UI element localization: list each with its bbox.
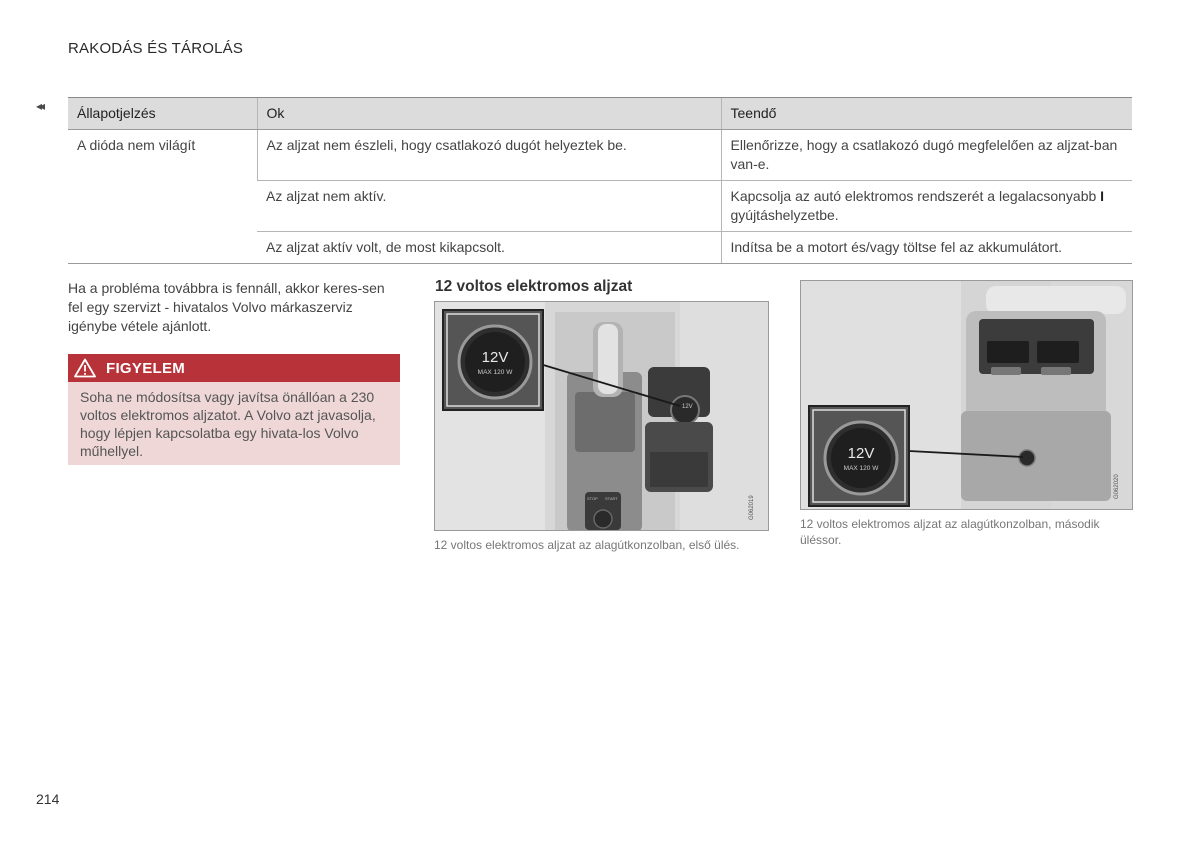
warning-title: FIGYELEM [106, 359, 186, 377]
action-text: Kapcsolja az autó elektromos rendszerét a legalacsonyabb [730, 188, 1101, 204]
cause-cell: Az aljzat aktív volt, de most kikapcsolt. [257, 232, 721, 264]
column-header-state: Állapotjelzés [68, 98, 257, 130]
socket-small-label: 12V [682, 404, 693, 410]
image-code: G062019 [749, 495, 755, 520]
advice-paragraph: Ha a probléma továbbra is fennáll, akkor keres-sen fel egy szervizt - hivatalos Volvo márkaszerviz igénybe vétele ajánlott. [68, 280, 385, 334]
warning-triangle-icon [74, 358, 96, 378]
warning-box [68, 354, 400, 465]
page-number: 214 [36, 791, 60, 807]
column-header-cause: Ok [257, 98, 721, 130]
column-header-action: Teendő [721, 98, 1132, 130]
back-arrow-icon[interactable]: ◂◂ [36, 99, 43, 113]
action-cell: Ellenőrizze, hogy a csatlakozó dugó megfelelően az aljzat-ban van-e. [721, 130, 1132, 181]
action-text: gyújtáshelyzetbe. [730, 207, 839, 223]
rear-socket-photo [800, 280, 1133, 510]
table-header-row [68, 98, 1132, 130]
page-header: RAKODÁS ÉS TÁROLÁS [68, 40, 244, 57]
cause-cell: Az aljzat nem aktív. [257, 181, 721, 232]
action-cell [721, 181, 1132, 232]
socket-voltage-label: 12V [481, 349, 509, 366]
status-table [68, 97, 1132, 264]
image-code: G062020 [1114, 474, 1120, 499]
table-row [68, 130, 1132, 181]
cause-cell: Az aljzat nem észleli, hogy csatlakozó dugót helyeztek be. [257, 130, 721, 181]
ignition-position-label: I [1100, 188, 1105, 204]
warning-header [68, 354, 400, 382]
state-cell: A dióda nem világít [68, 130, 257, 264]
socket-max-label: MAX 120 W [477, 369, 513, 376]
start-button-label: START [605, 496, 618, 501]
front-socket-photo [434, 301, 769, 531]
action-cell: Indítsa be a motort és/vagy töltse fel az akkumulátort. [721, 232, 1132, 264]
stop-button-label: STOP [587, 496, 598, 501]
section-title: 12 voltos elektromos aljzat [435, 278, 633, 295]
socket-max-label: MAX 120 W [843, 465, 879, 472]
socket-voltage-label: 12V [847, 445, 875, 462]
rear-socket-caption: 12 voltos elektromos aljzat az alagútkonzolban, második üléssor. [800, 517, 1100, 547]
front-socket-caption: 12 voltos elektromos aljzat az alagútkonzolban, első ülés. [434, 538, 740, 552]
warning-text: Soha ne módosítsa vagy javítsa önállóan a 230 voltos elektromos aljzatot. A Volvo azt javasolja, hogy lépjen kapcsolatba egy hivata-los Volvo műhellyel. [80, 389, 376, 459]
